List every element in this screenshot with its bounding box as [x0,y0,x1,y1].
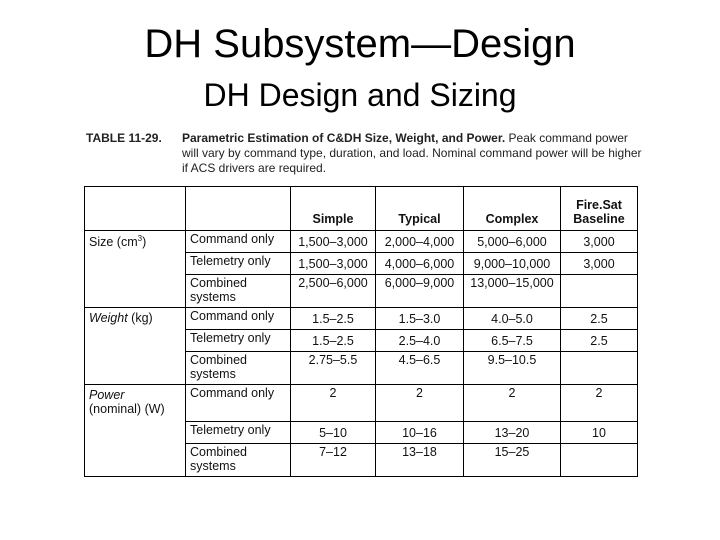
header-firesat-baseline: Fire.Sat Baseline [561,187,638,231]
row-type: Command only [186,308,291,330]
table-row [85,308,638,330]
cell-typical: 2.5–4.0 [376,330,464,352]
cell-simple: 1.5–2.5 [291,330,376,352]
cell-typical: 10–16 [376,422,464,444]
cell-complex: 4.0–5.0 [464,308,561,330]
category-size: Size $(cm^3)$ [85,231,186,308]
cell-simple: 7–12 [291,444,376,477]
cell-typical: 2,000–4,000 [376,231,464,253]
cell-typical: 4,000–6,000 [376,253,464,275]
slide-title: DH Subsystem—Design [144,22,576,66]
sizing-table [84,186,638,477]
cell-complex: 13,000–15,000 [464,275,561,308]
cell-baseline: 2.5 [561,308,638,330]
row-type: Combined systems [186,275,291,308]
cell-complex: 13–20 [464,422,561,444]
table-number: TABLE 11-29. [86,131,162,145]
caption-text [182,131,642,176]
row-type: Command only [186,385,291,422]
row-type: Telemetry only [186,253,291,275]
cell-baseline: 10 [561,422,638,444]
cell-typical: 6,000–9,000 [376,275,464,308]
cell-complex: 5,000–6,000 [464,231,561,253]
cell-typical: 2 [376,385,464,422]
row-type: Combined systems [186,444,291,477]
cell-baseline [561,275,638,308]
cell-typical: 13–18 [376,444,464,477]
cell-complex: 9.5–10.5 [464,352,561,385]
cell-simple: 2,500–6,000 [291,275,376,308]
cell-baseline [561,352,638,385]
cell-simple: 2 [291,385,376,422]
cell-simple: 2.75–5.5 [291,352,376,385]
cell-simple: 1,500–3,000 [291,231,376,253]
header-row [85,187,638,231]
cell-complex: 15–25 [464,444,561,477]
cell-baseline: 2.5 [561,330,638,352]
row-type: Command only [186,231,291,253]
cell-baseline: 2 [561,385,638,422]
cell-simple: 1,500–3,000 [291,253,376,275]
cell-simple: 5–10 [291,422,376,444]
cell-complex: 9,000–10,000 [464,253,561,275]
category-power: Power (nominal) (W) [85,385,186,477]
header-blank [186,187,291,231]
cell-complex: 6.5–7.5 [464,330,561,352]
caption-rest: Peak command power will vary by command type, duration, and load. Nominal command power will be higher if ACS drivers are required. [182,131,642,175]
row-type: Combined systems [186,352,291,385]
header-typical: Typical [376,187,464,231]
table-row [85,385,638,422]
table-row [85,231,638,253]
cell-baseline [561,444,638,477]
cell-complex: 2 [464,385,561,422]
header-simple: Simple [291,187,376,231]
slide-subtitle: DH Design and Sizing [203,77,517,113]
cell-baseline: 3,000 [561,231,638,253]
cell-baseline: 3,000 [561,253,638,275]
category-weight: Weight (kg) [85,308,186,385]
cell-typical: 4.5–6.5 [376,352,464,385]
header-complex: Complex [464,187,561,231]
row-type: Telemetry only [186,422,291,444]
row-type: Telemetry only [186,330,291,352]
cell-simple: 1.5–2.5 [291,308,376,330]
header-blank [85,187,186,231]
caption-bold: Parametric Estimation of C&DH Size, Weight, and Power. [182,131,506,145]
cell-typical: 1.5–3.0 [376,308,464,330]
